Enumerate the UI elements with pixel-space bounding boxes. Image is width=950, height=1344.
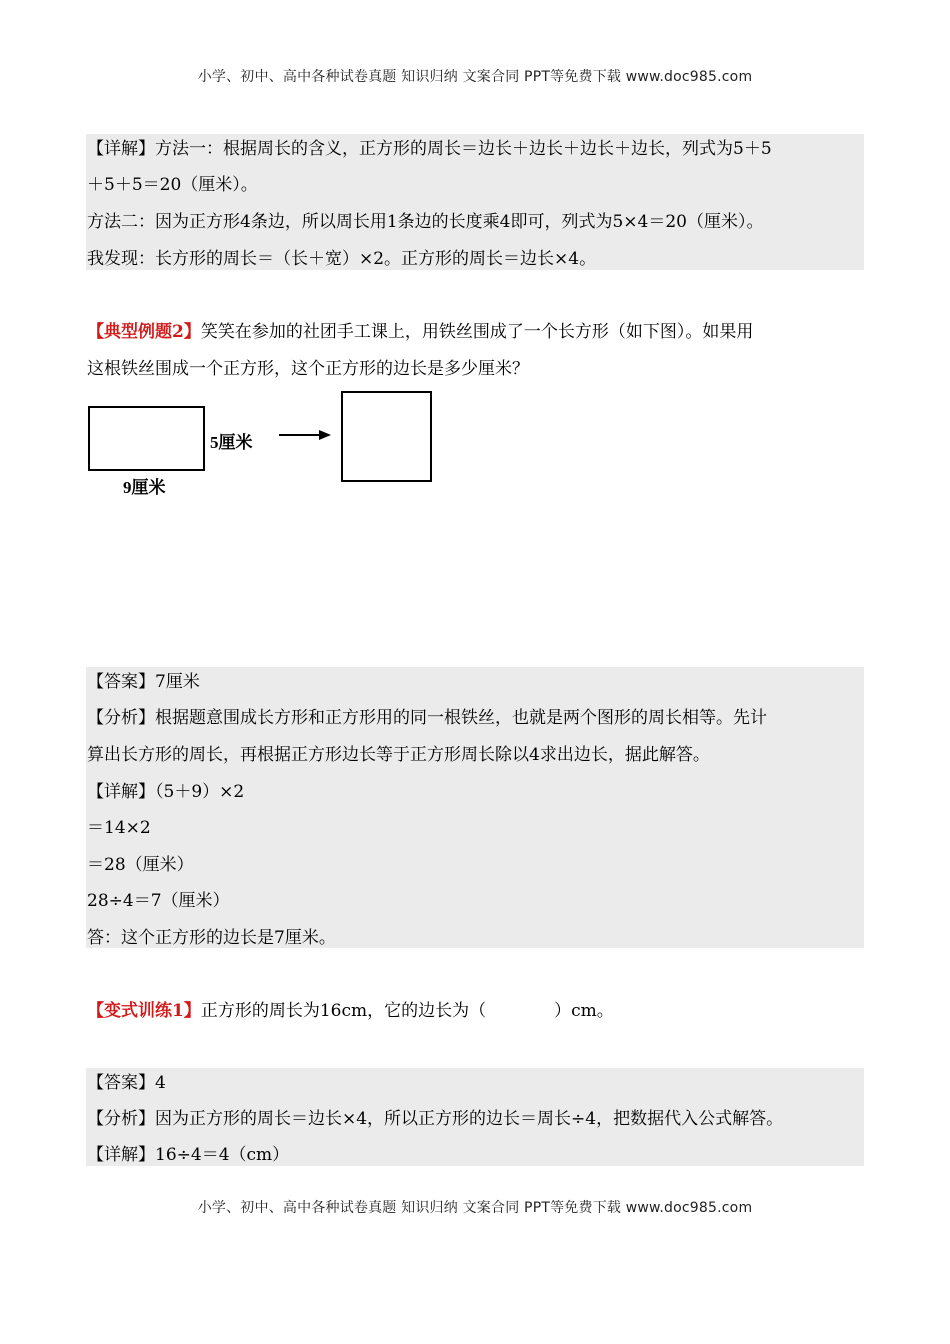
solution-line: ＋5＋5＝20（厘米）。 [87, 175, 258, 195]
solution-line: 方法二：因为正方形4条边，所以周长用1条边的长度乘4即可，列式为5×4＝20（厘米）。 [87, 212, 764, 232]
example-question [87, 321, 753, 343]
answer-line: 【答案】4 [87, 1073, 166, 1093]
arrow-right-icon [277, 428, 333, 442]
example-text-line2: 这根铁丝围成一个正方形，这个正方形的边长是多少厘米？ [87, 359, 529, 379]
variant-text: 正方形的周长为16cm，它的边长为（ ）cm。 [200, 1001, 614, 1021]
rectangle-height-label: 5厘米 [210, 433, 253, 452]
variant-tag: 【变式训练1】 [87, 1001, 201, 1021]
analysis-line: 【分析】因为正方形的周长＝边长×4，所以正方形的边长＝周长÷4，把数据代入公式解答。 [87, 1109, 784, 1129]
detail-line: 28÷4＝7（厘米） [87, 891, 230, 911]
analysis-line: 算出长方形的周长，再根据正方形边长等于正方形周长除以4求出边长，据此解答。 [87, 745, 710, 765]
variant-question [87, 1000, 614, 1022]
example-text: 笑笑在参加的社团手工课上，用铁丝围成了一个长方形（如下图）。如果用 [200, 322, 754, 342]
analysis-line: 【分析】根据题意围成长方形和正方形用的同一根铁丝，也就是两个图形的周长相等。先计 [87, 708, 767, 728]
rectangle-figure [88, 406, 205, 471]
detail-line: 【详解】16÷4＝4（cm） [87, 1145, 290, 1165]
solution-line: 【详解】方法一：根据周长的含义，正方形的周长＝边长＋边长＋边长＋边长，列式为5＋5 [87, 139, 772, 159]
answer-line: 【答案】7厘米 [87, 672, 200, 692]
solution-line: 我发现：长方形的周长＝（长＋宽）×2。正方形的周长＝边长×4。 [87, 249, 597, 269]
square-figure [341, 391, 432, 482]
page-footer: 小学、初中、高中各种试卷真题 知识归纳 文案合同 PPT等免费下载 www.doc985.com [197, 1200, 753, 1216]
detail-line: ＝14×2 [87, 818, 151, 838]
rectangle-width-label: 9厘米 [123, 478, 166, 497]
detail-line: 答：这个正方形的边长是7厘米。 [87, 928, 336, 948]
example-tag: 【典型例题2】 [87, 322, 201, 342]
detail-line: ＝28（厘米） [87, 855, 194, 875]
page-header: 小学、初中、高中各种试卷真题 知识归纳 文案合同 PPT等免费下载 www.doc985.com [197, 69, 753, 85]
detail-line: 【详解】（5＋9）×2 [87, 782, 245, 802]
